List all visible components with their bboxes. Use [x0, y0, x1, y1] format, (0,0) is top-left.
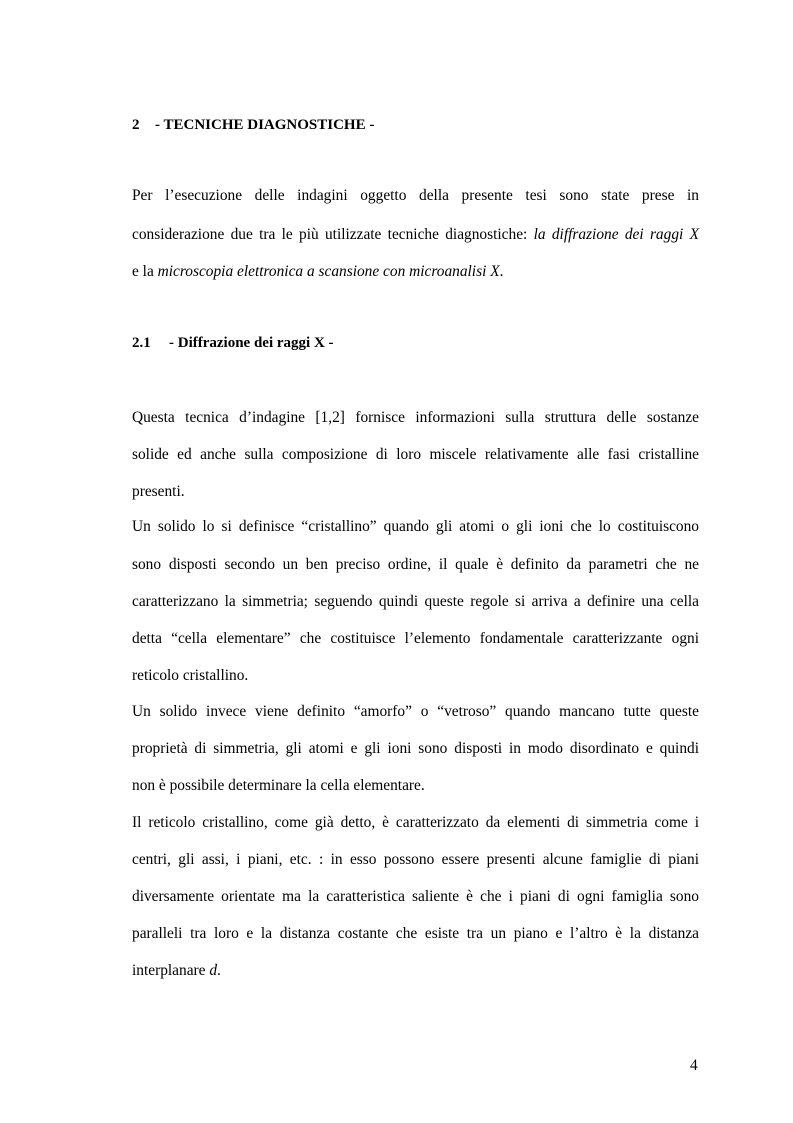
body-line: Un solido invece viene definito “amorfo” o “vetroso” quando mancano tutte queste — [132, 703, 699, 720]
intro-line-3 — [132, 263, 699, 281]
section-title: - TECNICHE DIAGNOSTICHE - — [155, 117, 375, 133]
intro-line-1 — [132, 187, 699, 205]
body-line: reticolo cristallino. — [132, 667, 249, 684]
body-line: sono disposti secondo un ben preciso ordine, il quale è definito da parametri che ne — [132, 556, 699, 573]
body-line: Questa tecnica d’indagine [1,2] fornisce informazioni sulla struttura delle sostanze — [132, 409, 699, 426]
body-line: non è possibile determinare la cella elementare. — [132, 777, 425, 794]
body-line: centri, gli assi, i piani, etc. : in esso possono essere presenti alcune famiglie di piani — [132, 851, 699, 868]
body-line: Un solido lo si definisce “cristallino” quando gli atomi o gli ioni che lo costituiscono — [132, 518, 699, 535]
body-line: paralleli tra loro e la distanza costante che esiste tra un piano e l’altro è la distanza — [132, 925, 699, 942]
section-heading — [132, 116, 374, 134]
body-text: . — [217, 962, 221, 979]
intro-text: considerazione due tra le più utilizzate tecniche diagnostiche: — [132, 226, 534, 243]
body-line: presenti. — [132, 483, 185, 500]
subsection-number: 2.1 — [132, 335, 151, 351]
intro-line-2 — [132, 226, 699, 244]
italic-variable: d — [209, 962, 218, 979]
intro-italic-term: la diffrazione dei raggi X — [533, 226, 699, 243]
body-line: proprietà di simmetria, gli atomi e gli ioni sono disposti in modo disordinato e quindi — [132, 740, 699, 757]
body-line-last — [132, 962, 699, 980]
body-line: solide ed anche sulla composizione di loro miscele relativamente alle fasi cristalline — [132, 446, 699, 463]
page-number: 4 — [690, 1057, 698, 1074]
body-text: interplanare — [132, 962, 210, 979]
body-line: diversamente orientate ma la caratteristica saliente è che i piani di ogni famiglia sono — [132, 888, 699, 905]
intro-text: Per l’esecuzione delle indagini oggetto della presente tesi sono state prese in — [132, 187, 699, 204]
body-line: caratterizzano la simmetria; seguendo quindi queste regole si arriva a definire una cella — [132, 593, 699, 610]
body-line: Il reticolo cristallino, come già detto, è caratterizzato da elementi di simmetria come i — [132, 814, 699, 831]
body-line: detta “cella elementare” che costituisce l’elemento fondamentale caratterizzante ogni — [132, 630, 699, 647]
section-number: 2 — [132, 117, 140, 133]
intro-text: e la — [132, 263, 158, 280]
subsection-heading — [132, 334, 334, 352]
intro-italic-term: microscopia elettronica a scansione con microanalisi X — [157, 263, 500, 280]
subsection-title: - Diffrazione dei raggi X - — [169, 335, 334, 351]
intro-text: . — [499, 263, 504, 280]
